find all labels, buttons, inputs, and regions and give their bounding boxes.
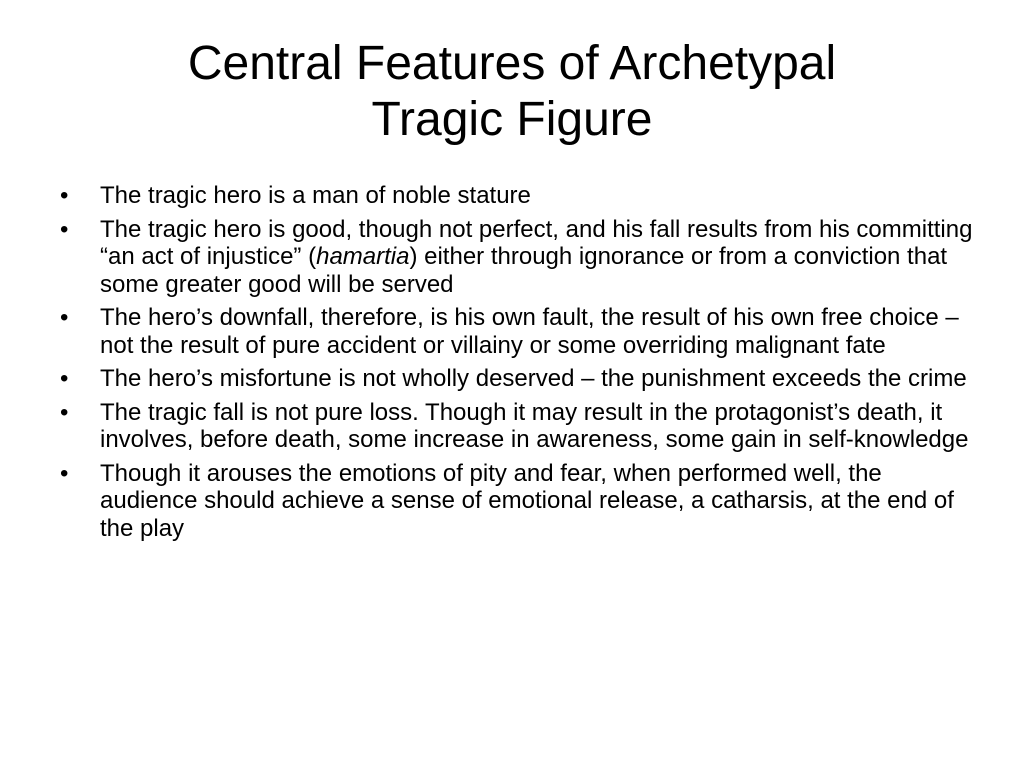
bullet-marker: •: [60, 304, 69, 331]
bullet-marker: •: [60, 182, 69, 209]
bullet-text: The hero’s misfortune is not wholly deserved – the punishment exceeds the crime: [100, 365, 967, 392]
bullet-marker: •: [60, 215, 69, 243]
bullet-text-italic-term: hamartia: [316, 243, 410, 270]
slide-title: [60, 36, 964, 148]
bullet-marker: •: [60, 459, 69, 487]
bullet-text: Though it arouses the emotions of pity and fear, when performed well, the audience should achieve a sense of emotional release, a catharsis, at the end of the play: [100, 459, 954, 542]
bullet-list: [56, 182, 976, 548]
bullet-text: The tragic hero is good, though not perfect, and his fall results from his committing “an act of injustice” (: [100, 215, 973, 270]
bullet-text: ) either through ignorance or from a conviction that some greater good will be served: [100, 243, 948, 298]
bullet-item-5: [56, 399, 976, 454]
bullet-text: The tragic hero is a man of noble stature: [100, 182, 531, 209]
bullet-marker: •: [60, 398, 69, 426]
bullet-item-6: [56, 460, 976, 543]
bullet-text: The hero’s downfall, therefore, is his own fault, the result of his own free choice – not the result of pure accident or villainy or some overriding malignant fate: [100, 304, 959, 359]
slide-title-line-1: Central Features of Archetypal: [187, 37, 837, 90]
bullet-item-4: [56, 365, 976, 393]
bullet-item-3: [56, 304, 976, 359]
slide-title-line-2: Tragic Figure: [371, 93, 653, 146]
bullet-marker: •: [60, 365, 69, 392]
bullet-item-2: [56, 216, 976, 299]
bullet-item-1: [56, 182, 976, 210]
bullet-text: The tragic fall is not pure loss. Though it may result in the protagonist’s death, it involves, before death, some increase in awareness, some gain in self-knowledge: [100, 398, 969, 453]
